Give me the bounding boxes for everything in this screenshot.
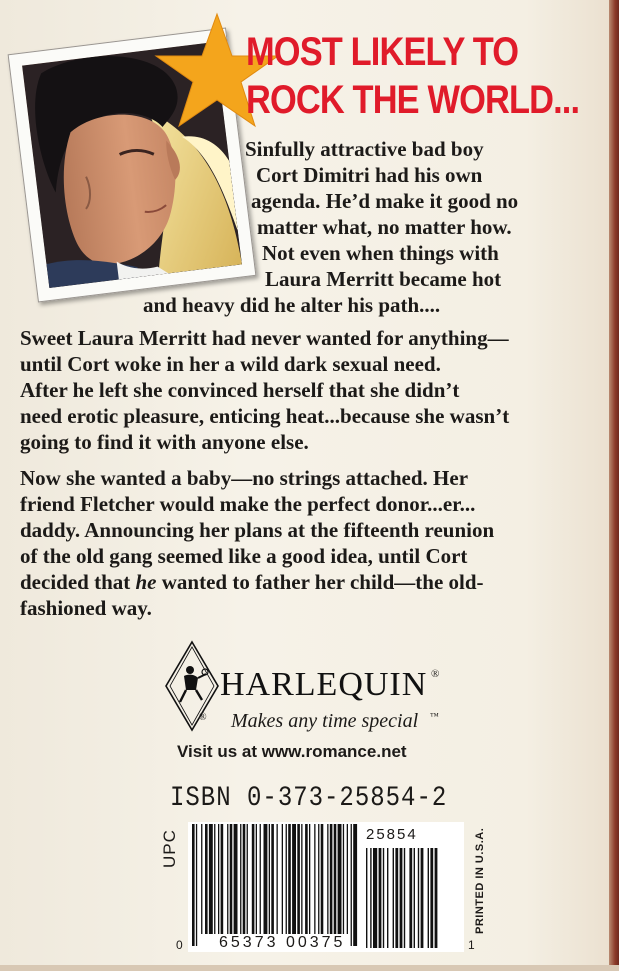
barcode-bar <box>321 824 324 934</box>
paragraph-line: friend Fletcher would make the perfect donor...er... <box>20 492 476 516</box>
intro-line: matter what, no matter how. <box>257 215 512 239</box>
barcode-bar <box>414 848 415 948</box>
intro-line: Not even when things with <box>262 241 499 265</box>
isbn-number: ISBN 0-373-25854-2 <box>170 782 448 815</box>
brand-name: HARLEQUIN <box>220 666 428 703</box>
barcode-bar <box>409 848 412 948</box>
barcode-bar <box>297 824 300 934</box>
intro-line: and heavy did he alter his path.... <box>143 293 441 317</box>
paragraph-text: wanted to father her child—the old- <box>156 570 484 594</box>
body-paragraph-2 <box>20 465 600 621</box>
barcode-bar <box>301 824 302 934</box>
barcode-bar <box>309 824 310 934</box>
paragraph-line: daddy. Announcing her plans at the fifteenth reunion <box>20 518 495 542</box>
brand-tagline: Makes any time special <box>231 710 419 732</box>
headline-line-2: ROCK THE WORLD... <box>246 78 580 122</box>
printed-in-usa: PRINTED IN U.S.A. <box>474 827 486 934</box>
barcode-bar <box>252 824 255 934</box>
barcode-bar <box>292 824 296 934</box>
barcode-bar <box>230 824 233 934</box>
barcode-bar <box>260 824 261 934</box>
barcode-bar <box>395 848 398 948</box>
intro-line: Sinfully attractive bad boy <box>245 137 484 161</box>
headline <box>246 28 580 124</box>
barcode-bar <box>327 824 328 934</box>
upc-label: UPC <box>160 829 179 868</box>
barcode-bar <box>366 848 367 948</box>
barcode-bar <box>421 848 424 948</box>
barcode-bar <box>234 824 238 934</box>
barcode-bar <box>393 848 394 948</box>
barcode-bar <box>256 824 257 934</box>
website-link[interactable]: Visit us at www.romance.net <box>177 742 407 761</box>
barcode-bar <box>271 824 274 934</box>
registered-mark: ® <box>431 668 440 680</box>
barcode-bar <box>314 824 315 934</box>
barcode-bar <box>373 848 377 948</box>
barcode-bar <box>214 824 215 934</box>
body-paragraph-1 <box>20 325 600 455</box>
trademark-mark: ™ <box>430 711 439 721</box>
paragraph-line: going to find it with anyone else. <box>20 430 309 454</box>
barcode-bar <box>240 824 241 934</box>
barcode-bar <box>264 824 268 934</box>
barcode-bar <box>370 848 371 948</box>
paragraph-line: fashioned way. <box>20 596 152 620</box>
barcode-bar <box>330 824 333 934</box>
barcode-bar <box>383 848 384 948</box>
paragraph-line <box>20 569 600 595</box>
barcode-bar <box>379 848 382 948</box>
barcode-bar <box>196 824 197 946</box>
barcode-bar <box>387 848 388 948</box>
paragraph-line: Now she wanted a baby—no strings attached. Her <box>20 466 469 490</box>
barcode-bar <box>428 848 429 948</box>
barcode-bars <box>188 822 464 952</box>
barcode-bar <box>209 824 213 934</box>
intro-line: Cort Dimitri had his own <box>256 163 483 187</box>
barcode-bar <box>400 848 403 948</box>
paragraph-line: need erotic pleasure, enticing heat...because she wasn’t <box>20 404 510 428</box>
paragraph-text: decided that <box>20 570 136 594</box>
barcode-bar <box>218 824 219 934</box>
paragraph-line: until Cort woke in her a wild dark sexual need. <box>20 352 441 376</box>
barcode-bar <box>353 824 357 946</box>
emphasized-word: he <box>135 570 157 594</box>
barcode <box>188 822 464 952</box>
barcode-bar <box>243 824 246 934</box>
barcode-bar <box>430 848 433 948</box>
barcode-bar <box>277 824 278 934</box>
barcode-bar <box>227 824 228 934</box>
intro-line: agenda. He’d make it good no <box>251 189 519 213</box>
spine-edge <box>609 0 619 971</box>
paragraph-line: Sweet Laura Merritt had never wanted for anything— <box>20 326 509 350</box>
barcode-bar <box>286 824 287 934</box>
barcode-bar <box>404 848 405 948</box>
barcode-bar <box>338 824 342 934</box>
barcode-bar <box>318 824 319 934</box>
barcode-bar <box>334 824 337 934</box>
barcode-bar <box>269 824 270 934</box>
barcode-bar <box>192 824 195 946</box>
barcode-bar <box>347 824 348 934</box>
barcode-bar <box>418 848 419 948</box>
barcode-bar <box>288 824 291 934</box>
barcode-bar <box>201 824 202 934</box>
barcode-bar <box>221 824 224 934</box>
barcode-bar <box>205 824 208 934</box>
barcode-bar <box>351 824 352 946</box>
headline-line-1: MOST LIKELY TO <box>246 30 519 74</box>
barcode-bar <box>282 824 283 934</box>
barcode-bar <box>305 824 308 934</box>
barcode-left-digit: 0 <box>176 938 183 952</box>
harlequin-diamond-logo <box>164 640 220 732</box>
barcode-bar <box>247 824 248 934</box>
paragraph-line: of the old gang seemed like a good idea, until Cort <box>20 544 468 568</box>
barcode-right-digit: 1 <box>468 938 475 952</box>
barcode-digits: 65373 00375 <box>219 934 346 951</box>
intro-line: Laura Merritt became hot <box>265 267 502 291</box>
logo-registered-mark: ® <box>199 712 207 723</box>
barcode-bar <box>343 824 344 934</box>
barcode-bar <box>435 848 438 948</box>
bottom-edge <box>0 965 619 971</box>
paragraph-line: After he left she convinced herself that she didn’t <box>20 378 460 402</box>
barcode-supplement-number: 25854 <box>366 826 418 843</box>
